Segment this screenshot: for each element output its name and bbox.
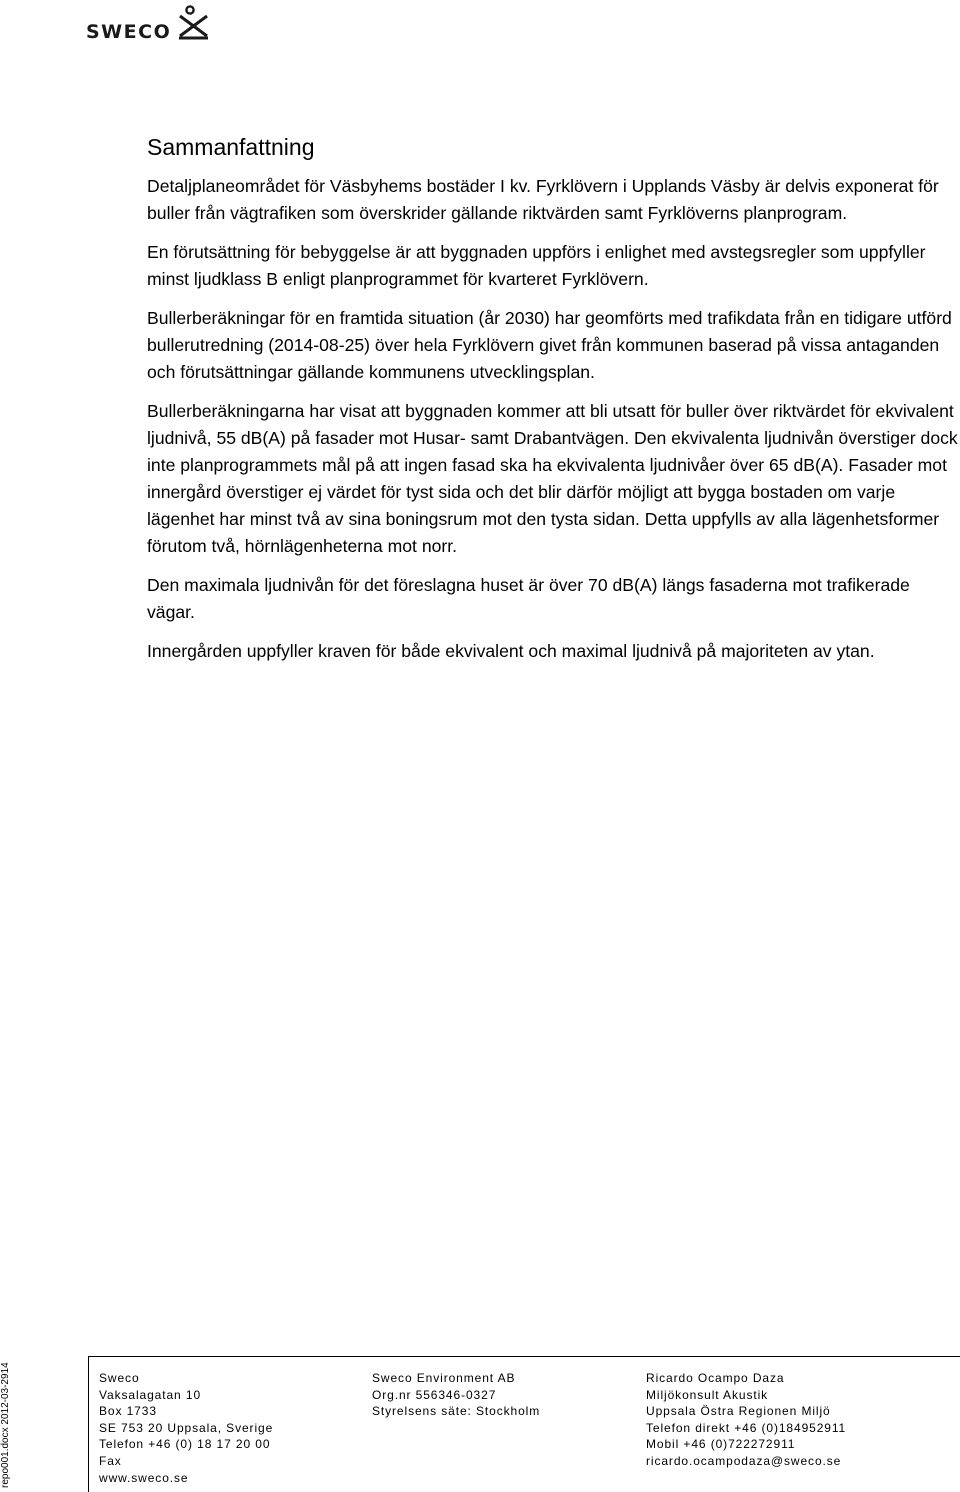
paragraph-3: Bullerberäkningar för en framtida situation (år 2030) har geomförts med trafikdata från en tidigare utförd bullerutredning (2014-08-25) över hela Fyrklövern givet från kommunen baserad på vissa antaganden och förutsättningar gällande kommunens utvecklingsplan. — [147, 308, 952, 382]
paragraph-1: Detaljplaneområdet för Väsbyhems bostäder I kv. Fyrklövern i Upplands Väsby är delvis exponerat för buller från vägtrafiken som överskrider gällande riktvärden samt Fyrklöverns planprogram. — [147, 176, 939, 223]
footer-contact-email[interactable]: ricardo.ocampodaza@sweco.se — [646, 1453, 842, 1468]
sweco-figure-icon — [176, 4, 212, 42]
footer-board-seat: Styrelsens säte: Stockholm — [372, 1404, 541, 1419]
paragraph-4: Bullerberäkningarna har visat att byggnaden kommer att bli utsatt för buller över riktvärdet för ekvivalent ljudnivå, 55 dB(A) på fasader mot Husar- samt Drabantvägen. Den ekvivalenta ljudnivån överstiger dock inte planprogrammets mål på att ingen fasad ska ha ekvivalenta ljudnivåer över 65 dB(A). Fasader mot innergård överstiger ej värdet för tyst sida och det blir därför möjligt att bygga bostaden om varje lägenhet har minst två av sina boningsrum mot den tysta sidan. Detta uppfylls av alla lägenhetsformer förutom två, hörnlägenheterna mot norr. — [147, 401, 958, 556]
document-template-id: repo001.docx 2012-03-2914 — [0, 1362, 11, 1488]
footer-website[interactable]: www.sweco.se — [99, 1470, 189, 1485]
footer-legal-info — [372, 1370, 540, 1420]
footer-top-rule — [88, 1356, 960, 1357]
footer-company-address — [99, 1370, 273, 1486]
footer-contact-region: Uppsala Östra Regionen Miljö — [646, 1404, 831, 1419]
footer-company-name: Sweco — [99, 1371, 140, 1385]
footer-legal-name: Sweco Environment AB — [372, 1371, 516, 1385]
paragraph-6: Innergården uppfyller kraven för både ekvivalent och maximal ljudnivå på majoriteten av ytan. — [147, 641, 875, 661]
footer-box: Box 1733 — [99, 1404, 157, 1419]
footer-street: Vaksalagatan 10 — [99, 1387, 202, 1402]
footer-contact — [646, 1370, 846, 1470]
section-heading: Sammanfattning — [147, 134, 315, 160]
footer-contact-name: Ricardo Ocampo Daza — [646, 1371, 785, 1385]
footer-contact-title: Miljökonsult Akustik — [646, 1387, 769, 1402]
footer-phone: Telefon +46 (0) 18 17 20 00 — [99, 1437, 271, 1452]
footer-org-number: Org.nr 556346-0327 — [372, 1387, 497, 1402]
footer-fax: Fax — [99, 1453, 122, 1468]
footer-contact-phone: Telefon direkt +46 (0)184952911 — [646, 1420, 847, 1435]
sweco-logo — [86, 4, 216, 42]
paragraph-2: En förutsättning för bebyggelse är att byggnaden uppförs i enlighet med avstegsregler som uppfyller minst ljudklass B enligt planprogrammet för kvarteret Fyrklövern. — [147, 242, 926, 289]
logo-wordmark: SWECO — [86, 21, 172, 43]
document-body — [147, 130, 960, 677]
footer-left-rule — [88, 1356, 89, 1492]
footer-postal: SE 753 20 Uppsala, Sverige — [99, 1420, 274, 1435]
paragraph-5: Den maximala ljudnivån för det föreslagna huset är över 70 dB(A) längs fasaderna mot trafikerade vägar. — [147, 575, 910, 622]
footer-contact-mobile: Mobil +46 (0)722272911 — [646, 1437, 796, 1452]
